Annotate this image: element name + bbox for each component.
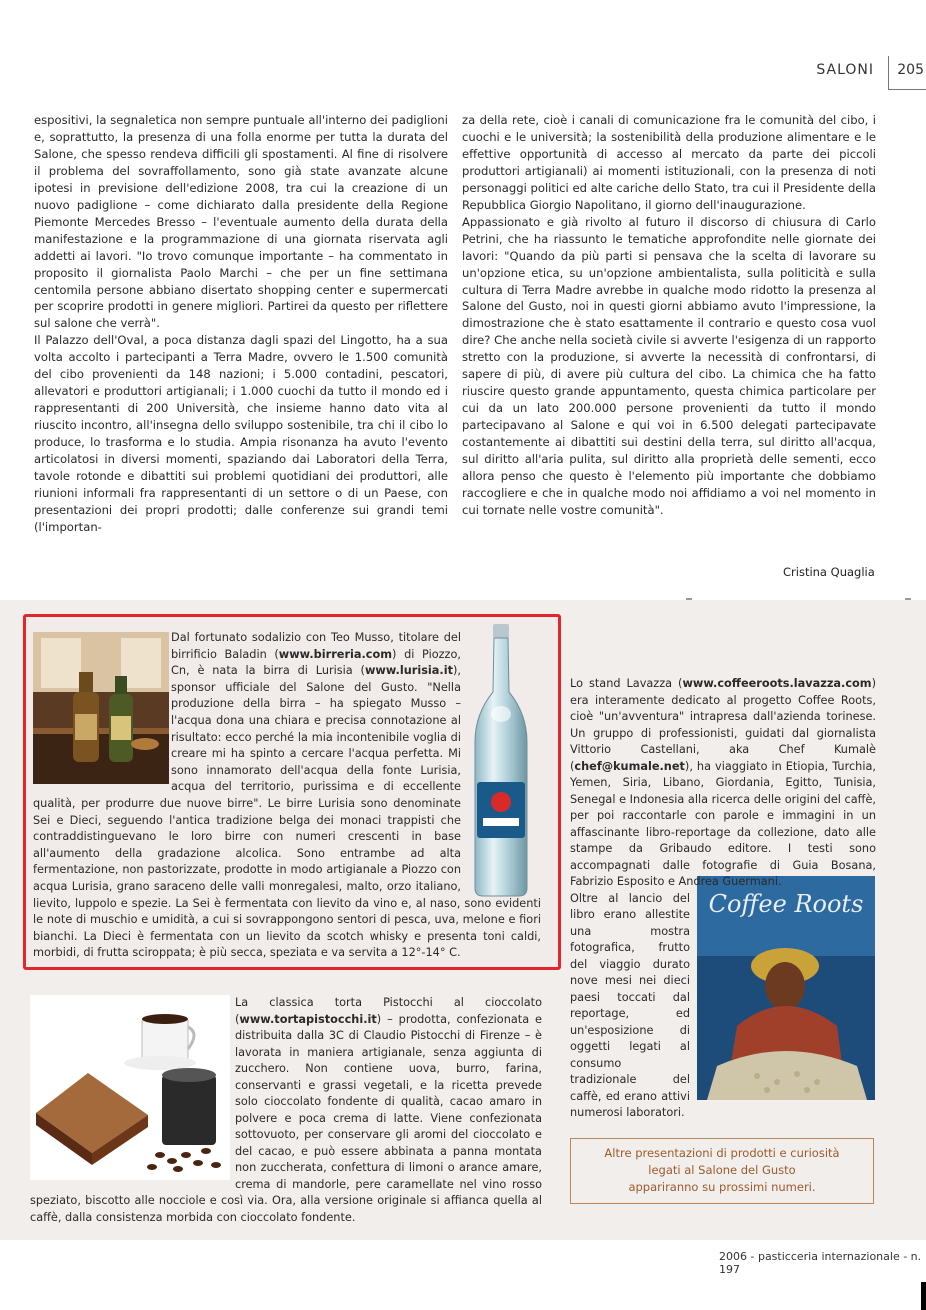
section-title: SALONI [816, 62, 874, 78]
crop-mark [905, 598, 911, 600]
article-paragraph: Appassionato e già rivolto al futuro il discorso di chiusura di Carlo Petrini, che ha riassunto le tematiche approfondite nelle giornate dei lavori: "Quando da più parti si pensava che la scelta di lavorare su un'opzione etica, su un'opzione ambientalista, sulla politicità e sulla cultura di Terra Madre avrebbe in qualche modo ridotto la presenza al Salone del Gusto, noi in questi giorni abbiamo avuto l'impressione, la dimostrazione che è stato esattamente il contrario e questo cosa vuol dire? Che anche nella società civile si avverte l'esigenza di un rapporto stretto con la produzione, si avverte la necessità di confrontarsi, di sapere di più, di avere più cultura del cibo. La chimica che ha fatto riuscire questo grande appuntamento, questa chimica particolare per cui da un lato 200.000 persone provenienti da tutto il mondo partecipavano al Salone e qui voi in 6.500 delegati partecipavate costantemente ai dibattiti sui destini della terra, sul diritto all'acqua, sul diritto all'aria pulita, sul diritto alla proprietà delle sementi, ecco allora penso che questo è l'elemento più importante che dobbiamo raccogliere e che in qualche modo noi affidiamo a voi nel momento in cui tornate nelle vostre comunità". [462, 214, 876, 517]
cover-title: Coffee Roots [708, 890, 864, 918]
article-right-column [462, 112, 876, 519]
article-paragraph: Il Palazzo dell'Oval, a poca distanza dagli spazi del Lingotto, ha a sua volta accolto i partecipanti a Terra Madre, ovvero le 1.500 comunità del cibo provenienti da 148 nazioni; i 5.000 contadini, pescatori, allevatori e produttori artigianali; i 1.000 cuochi da tutto il mondo ed i rappresentanti di 200 Università, che insieme hanno dato vita al riuscito incontro, all'insegna dello sviluppo sostenibile, tra chi il cibo lo produce, lo trasforma e lo studia. Ampia risonanza ha avuto l'evento articolatosi in diversi momenti, spaziando dai Laboratori della Terra, tavole rotonde e dibattiti sui problemi quotidiani dei produttori, alle riunioni informali fra rappresentanti di un settore o di un Paese, con presentazioni dei propri prodotti; dalle conferenze sui grandi temi (l'importan- [34, 333, 448, 534]
tortapistocchi-link[interactable]: www.tortapistocchi.it [239, 1012, 377, 1026]
coffee-cover-spacer [690, 893, 876, 1115]
page-footer: 2006 - pasticceria internazionale - n. 197 [719, 1250, 922, 1276]
article-paragraph: za della rete, cioè i canali di comunicazione fra le comunità del cibo, i cuochi e le università; la sostenibilità della produzione alimentare e le effettive opportunità di accesso al mercato da parte dei piccoli produttori artigianali) ai momenti istituzionali, con la presenza di noti personaggi politici ed alte cariche dello Stato, tra cui il Presidente della Repubblica Giorgio Napolitano, il giorno dell'inaugurazione. [462, 113, 876, 212]
page-header [0, 56, 926, 86]
birreria-link[interactable]: www.birreria.com [278, 647, 393, 661]
article-left-column [34, 112, 448, 536]
more-presentations-note: Altre presentazioni di prodotti e curiosità legati al Salone del Gusto appariranno su prossimi numeri. [570, 1138, 874, 1204]
coffee-article-text: Lo stand Lavazza (www.coffeeroots.lavazza.com) era interamente dedicato al progetto Coffee Roots, cioè "un'avventura" intrapresa dall'azienda torinese. Un gruppo di professionisti, guidati dal giornalista Vittorio Castellani, aka Chef Kumalè (chef@kumale.net), ha viaggiato in Etiopia, Turchia, Yemen, Siria, Libano, Giordania, Egitto, Tunisia, Senegal e Indonesia alla ricerca delle origini del caffè, per poi raccontarle con parole e immagini in un affascinante libro-reportage da collezione, dato alle stampe da Gribaudo editore. I testi sono accompagnati dalle fotografie di Guia Bosana, Fabrizio Esposito e Andrea Guermani. Oltre al lancio del libro erano allestite una mostra fotografica, frutto del viaggio durato nove mesi nei dieci paesi toccati dal reportage, ed un'esposizione di oggetti legati al consumo tradizionale del caffè, ed erano attivi numerosi laboratori. [570, 677, 876, 1119]
crop-mark [686, 598, 692, 600]
author-signature: Cristina Quaglia [783, 565, 875, 579]
beer-photo-spacer [33, 630, 171, 784]
kumale-email-link[interactable]: chef@kumale.net [574, 759, 685, 773]
lurisia-link[interactable]: www.lurisia.it [364, 664, 453, 678]
cake-article-text: La classica torta Pistocchi al cioccolato (www.tortapistocchi.it) – prodotta, confezionata e distribuita dalla 3C di Claudio Pistocchi di Firenze – è lavorata in maniera artigianale, senza aggiunta di zucchero. Non contiene uova, burro, farina, conservanti e grassi vegetali, e la ricetta prevede solo cioccolato fondente di qualità, cacao amaro in polvere e poca crema di latte. Viene confezionata sottovuoto, per conservare gli aromi del cioccolato e del cacao, e può essere abbinata a panna montata non zuccherata, confettura di limoni o arance amare, crema di mandorle, pere caramellate nel vino rosso speziato, biscotto alle nocciole e così via. Ora, alla versione originale si affianca quella al caffè, dalla consistenza morbida con cioccolato fondente. [30, 996, 542, 1224]
footer-edge-bar [921, 1282, 926, 1310]
beer-article-text: Dal fortunato sodalizio con Teo Musso, titolare del birrificio Baladin (www.birreria.com) di Piozzo, Cn, è nata la birra di Lurisia (www.lurisia.it), sponsor ufficiale del Salone del Gusto. "Nella produzione della birra – ha spiegato Musso – l'acqua dona una chiara e precisa connotazione al risultato: ecco perché la mia incontenibile voglia di creare mi ha spinto a cercare l'acqua perfetta. Mi sono innamorato dell'acqua della fonte Lurisia, acqua del territorio, purissima e di eccellente qualità, per produrre due nuove birre". Le birre Lurisia sono denominate Sei e Dieci, seguendo l'antica tradizione belga dei monaci trappisti che contraddistinguevano le loro birre con numeri crescenti in base all'aumento della gradazione alcolica. Sono entrambe ad alta fermentazione, non pastorizzate, prodotte in modo artigianale a Piozzo con acqua Lurisia, grano saraceno delle valli monregalesi, malto, orzo italiano, lievito, luppolo e spezie. La Sei è fermentata con lievito da vino e, al naso, sono evidenti le note di muschio e umidità, a cui si sovrappongono sentori di pesca, uva, melone e fiori bianchi. La Dieci è fermentata con un lievito da scotch whisky e presenta toni caldi, morbidi, di frutta sciroppata; è più secca, speziata e va servita a 12°-14° C. [33, 631, 541, 960]
bottle-photo-spacer [461, 630, 541, 895]
cake-photo-spacer [30, 995, 235, 1181]
coffeeroots-link[interactable]: www.coffeeroots.lavazza.com [682, 677, 872, 690]
page-number: 205 [897, 62, 924, 78]
article-paragraph: espositivi, la segnaletica non sempre puntuale all'interno dei padiglioni e, soprattutto, la presenza di una folla enorme per tutta la durata del Salone, che spesso rendeva difficili gli spostamenti. Al fine di risolvere il problema del sovraffollamento, sono già state avanzate alcune ipotesi in previsione dell'edizione 2008, tra cui la creazione di un nuovo padiglione – come dichiarato dalla presidente della Regione Piemonte Mercedes Bresso – l'eventuale aumento della durata della manifestazione e la programmazione di una giornata riservata agli addetti ai lavori. "Io trovo comunque importante – ha commentato in proposito il giornalista Paolo Marchi – che per un fine settimana centomila persone abbiano disertato shopping center e supermercati per scoprire prodotti in genere migliori. Partirei da questo per riflettere sul salone che verrà". [34, 113, 448, 331]
